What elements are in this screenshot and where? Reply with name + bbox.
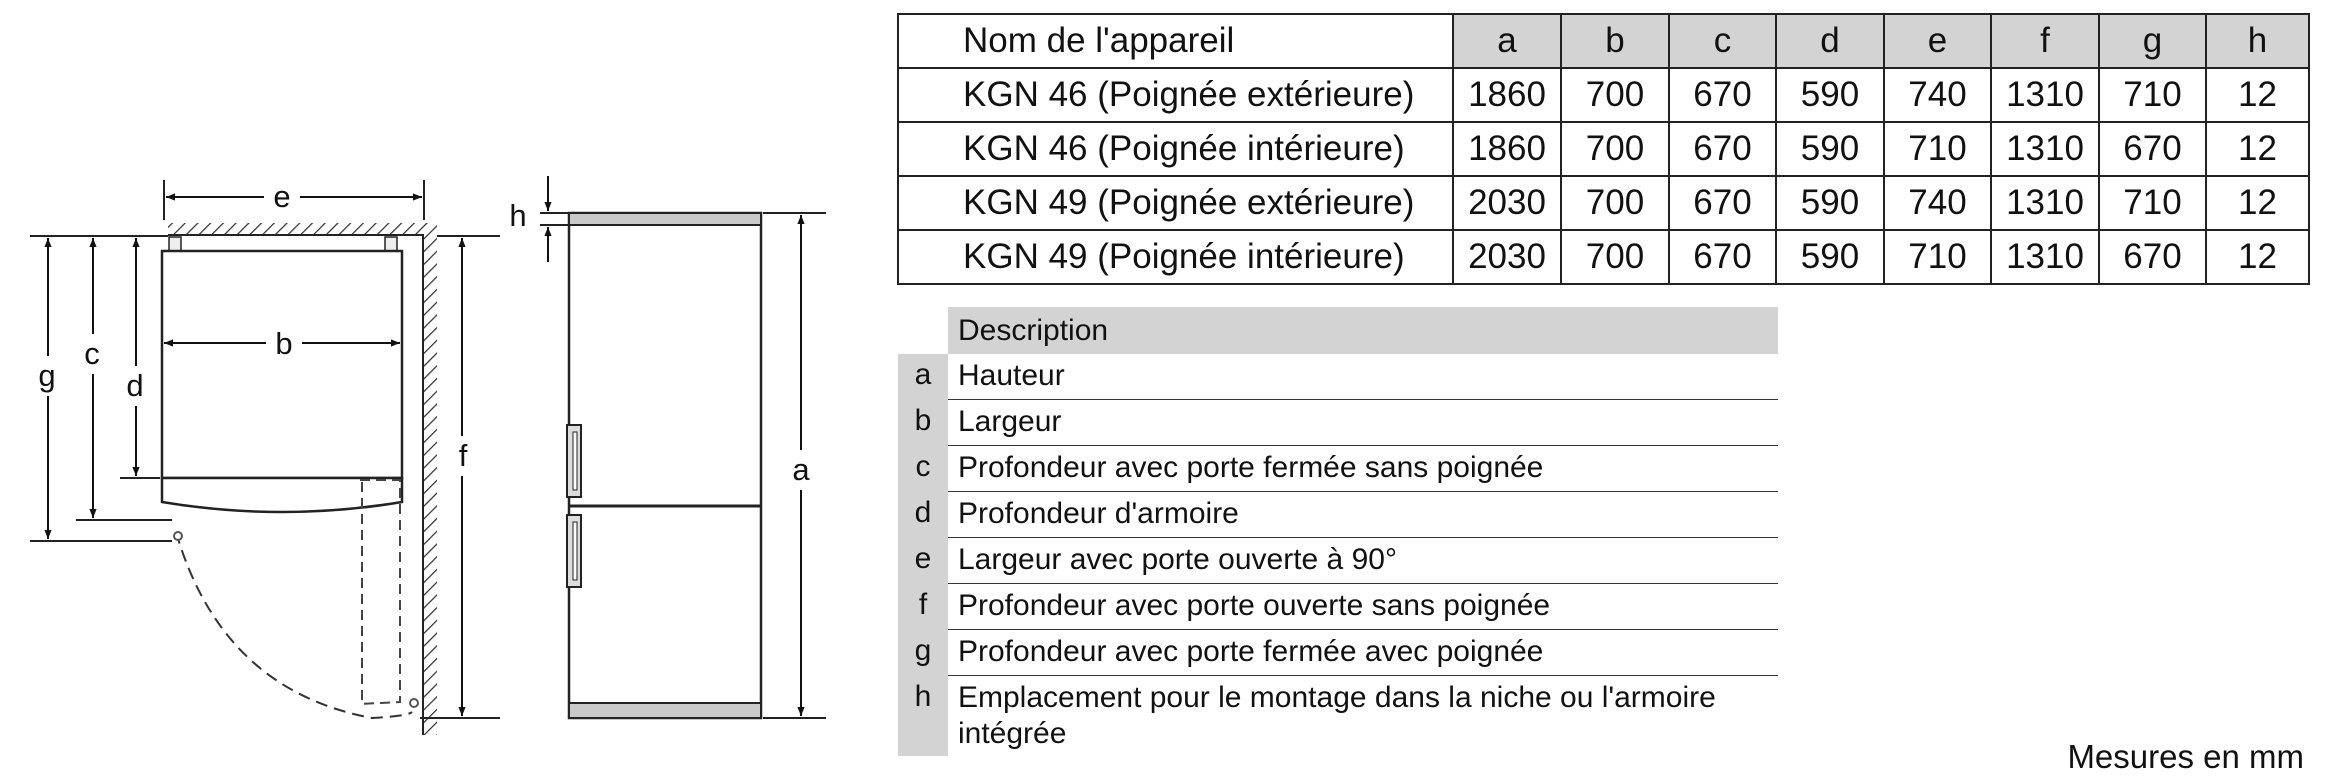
description-legend [898,307,1778,756]
value-cell: 1310 [1991,176,2099,230]
label-c: c [84,336,100,371]
label-d: d [126,368,144,403]
handle-lower-inner [573,522,577,580]
label-h: h [509,198,527,233]
legend-row [898,676,1778,756]
legend-row [898,400,1778,446]
value-cell: 670 [2099,122,2206,176]
legend-text: Profondeur avec porte fermée sans poignée [948,446,1778,492]
column-header: h [2206,14,2309,68]
value-cell: 700 [1561,230,1669,284]
dimension-diagram [0,0,880,784]
door-open-outline [360,480,400,704]
value-cell: 2030 [1453,176,1561,230]
model-name-cell: KGN 46 (Poignée extérieure) [898,68,1453,122]
legend-row [898,538,1778,584]
wall-top-hatch [168,223,423,235]
value-cell: 12 [2206,230,2309,284]
hinge-point-open [410,699,418,707]
legend-row [898,354,1778,400]
fridge-front-outline [569,213,761,718]
value-cell: 740 [1884,176,1991,230]
legend-text: Profondeur avec porte fermée avec poignée [948,630,1778,676]
legend-row [898,630,1778,676]
legend-key: f [898,584,948,630]
legend-key: g [898,630,948,676]
value-cell: 710 [1884,230,1991,284]
legend-key: h [898,676,948,756]
value-cell: 2030 [1453,230,1561,284]
legend-text: Hauteur [948,354,1778,400]
column-header: g [2099,14,2206,68]
table-header-row [898,14,2309,68]
model-name-cell: KGN 49 (Poignée intérieure) [898,230,1453,284]
value-cell: 670 [1669,176,1776,230]
units-note: Mesures en mm [2067,738,2304,775]
fridge-top-panel [569,213,761,225]
legend-row [898,492,1778,538]
legend-key: b [898,400,948,446]
column-header: b [1561,14,1669,68]
legend-key: d [898,492,948,538]
value-cell: 700 [1561,68,1669,122]
value-cell: 670 [1669,68,1776,122]
wall-side-hatch [423,223,437,735]
label-g: g [38,358,56,393]
value-cell: 700 [1561,122,1669,176]
legend-text: Largeur avec porte ouverte à 90° [948,538,1778,584]
legend-key: c [898,446,948,492]
value-cell: 590 [1776,230,1884,284]
value-cell: 1310 [1991,230,2099,284]
value-cell: 590 [1776,122,1884,176]
value-cell: 1860 [1453,122,1561,176]
handle-upper-inner [573,432,577,490]
legend-header: Description [948,307,1778,354]
table-row [898,68,2309,122]
column-header: c [1669,14,1776,68]
model-name-cell: KGN 49 (Poignée extérieure) [898,176,1453,230]
hinge-point [174,532,182,540]
fridge-plinth [569,703,761,718]
model-name-cell: KGN 46 (Poignée intérieure) [898,122,1453,176]
value-cell: 12 [2206,68,2309,122]
spacer-left [169,237,181,251]
door-swing-arc [176,532,412,718]
value-cell: 670 [1669,230,1776,284]
legend-row [898,584,1778,630]
legend-row [898,446,1778,492]
legend-text: Largeur [948,400,1778,446]
value-cell: 590 [1776,176,1884,230]
value-cell: 12 [2206,176,2309,230]
table-row [898,176,2309,230]
value-cell: 12 [2206,122,2309,176]
value-cell: 670 [1669,122,1776,176]
label-e: e [273,179,291,214]
column-header: f [1991,14,2099,68]
column-header: e [1884,14,1991,68]
label-a: a [792,452,810,487]
fridge-body-top-view [162,251,402,478]
column-header: a [1453,14,1561,68]
value-cell: 1860 [1453,68,1561,122]
legend-key: e [898,538,948,584]
label-f: f [458,438,468,473]
table-row [898,230,2309,284]
door-closed [162,478,402,512]
legend-text: Profondeur d'armoire [948,492,1778,538]
legend-key: a [898,354,948,400]
spacer-right [385,237,397,251]
value-cell: 670 [2099,230,2206,284]
dimensions-table [897,13,2310,285]
top-view [30,178,500,735]
value-cell: 710 [1884,122,1991,176]
legend-text: Emplacement pour le montage dans la niche ou l'armoire intégrée [958,681,1716,750]
front-view [509,176,826,718]
value-cell: 710 [2099,68,2206,122]
value-cell: 1310 [1991,122,2099,176]
value-cell: 1310 [1991,68,2099,122]
table-row [898,122,2309,176]
value-cell: 740 [1884,68,1991,122]
value-cell: 700 [1561,176,1669,230]
value-cell: 590 [1776,68,1884,122]
column-header: d [1776,14,1884,68]
legend-text: Profondeur avec porte ouverte sans poignée [948,584,1778,630]
value-cell: 710 [2099,176,2206,230]
column-header-name: Nom de l'appareil [898,14,1453,68]
label-b: b [275,326,293,361]
